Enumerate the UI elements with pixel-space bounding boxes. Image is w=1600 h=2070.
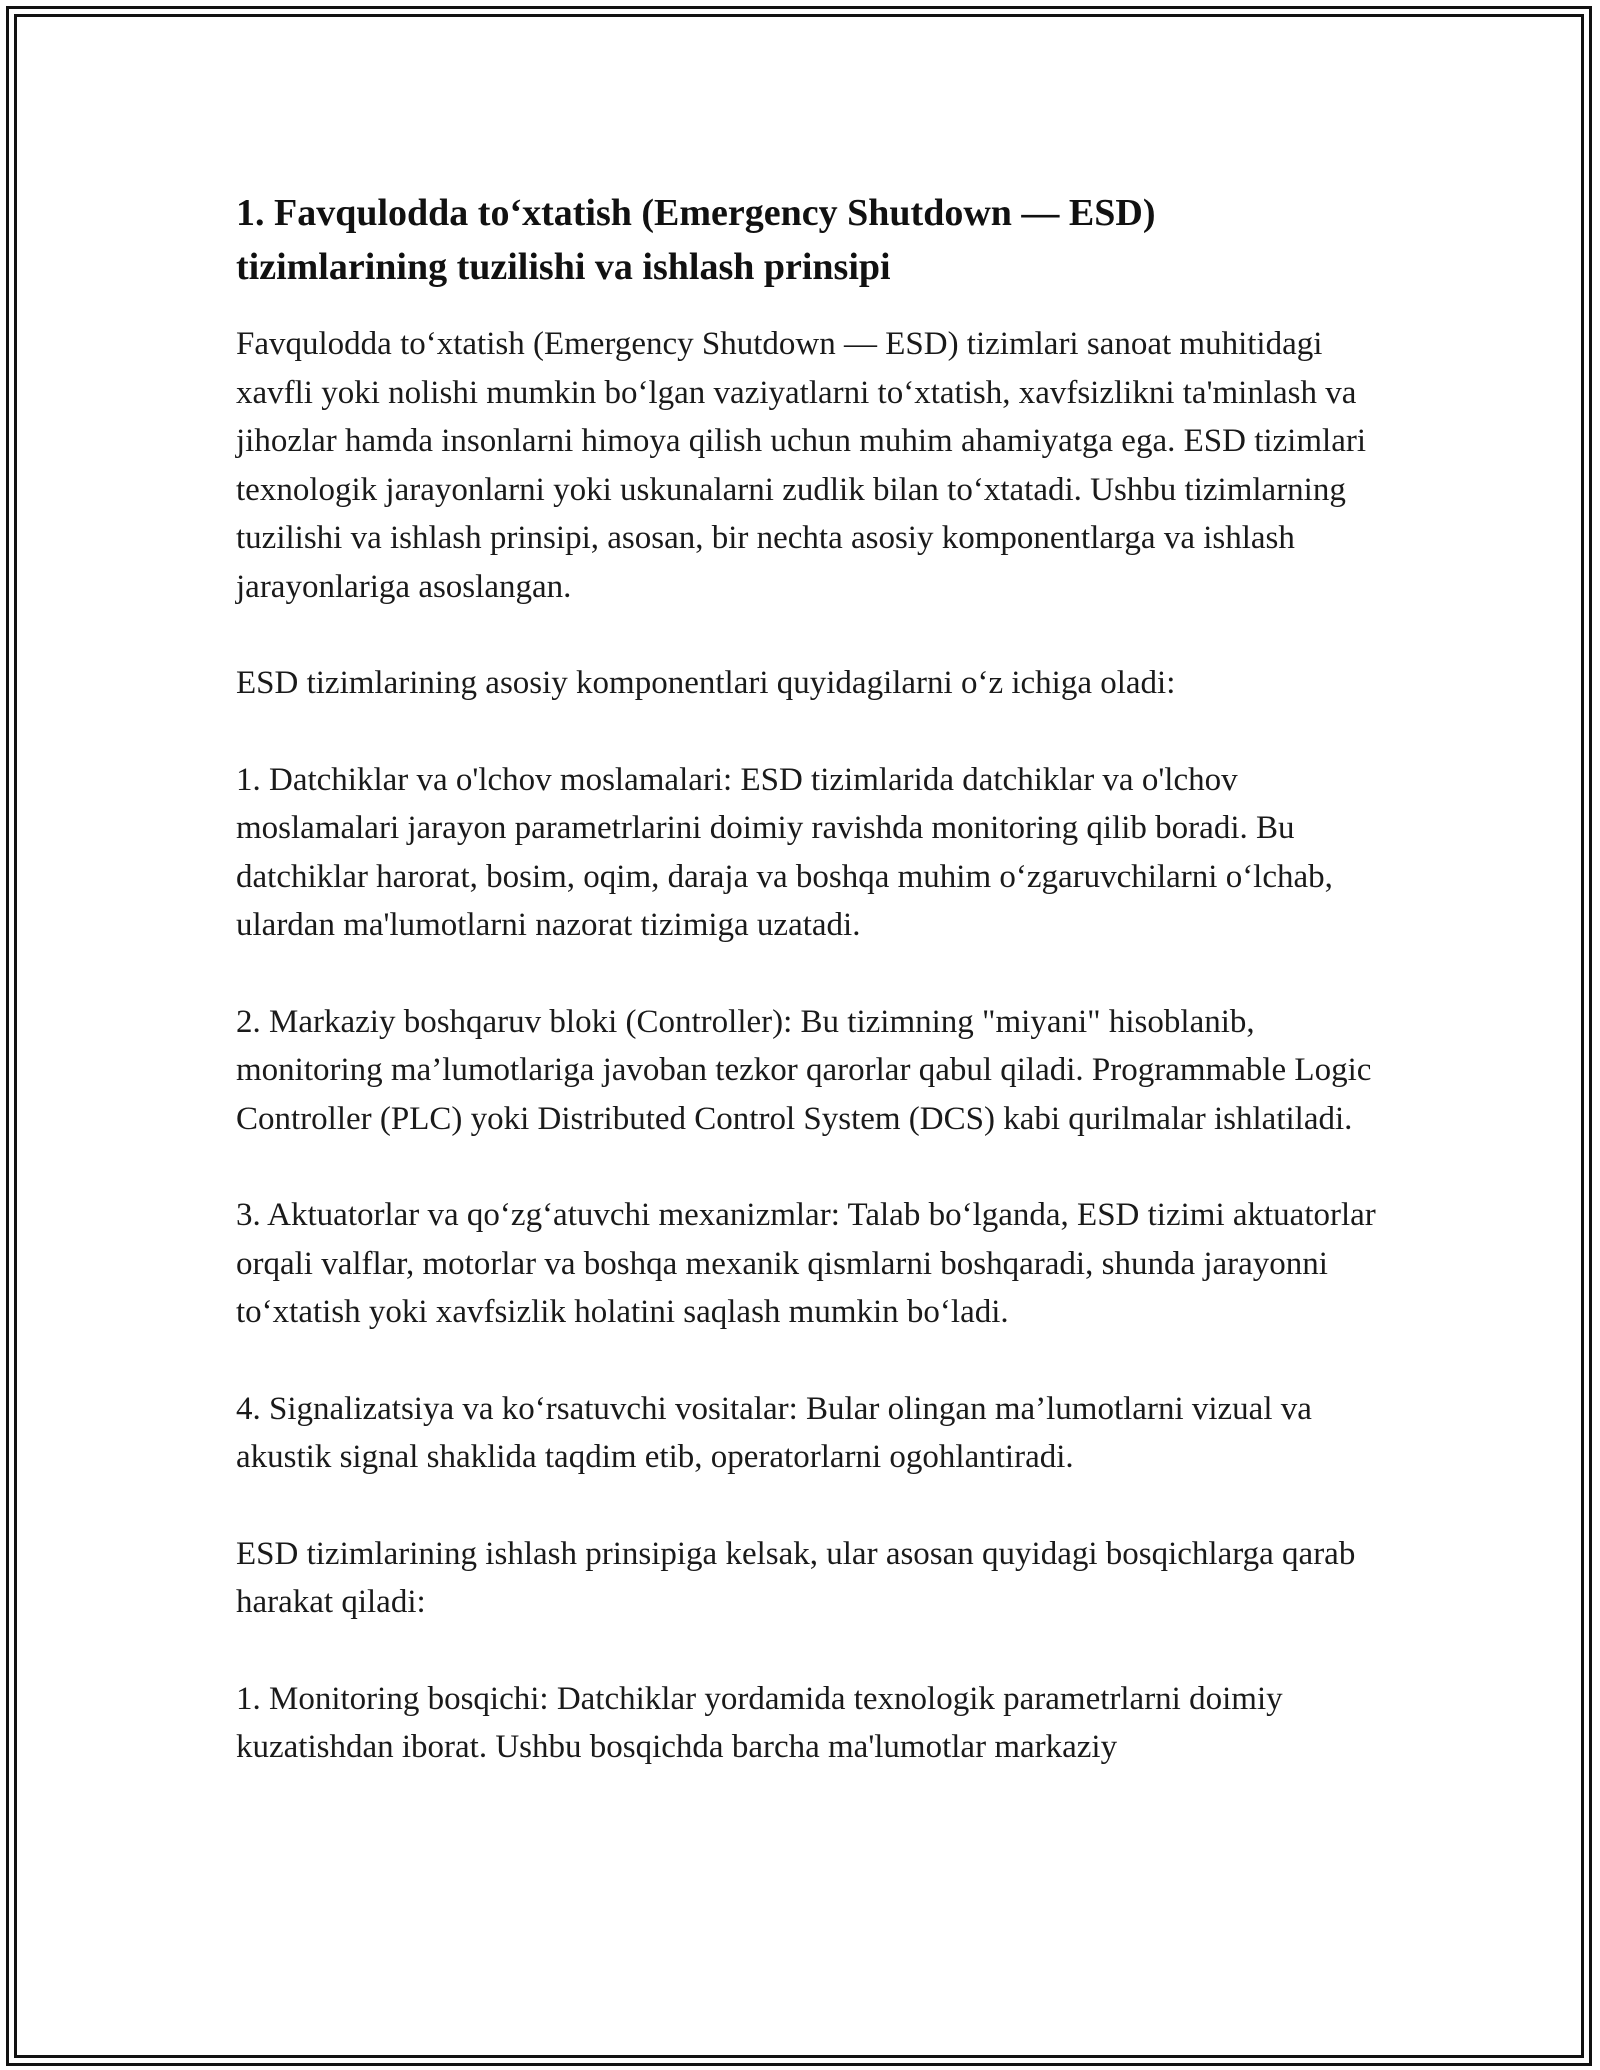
stage-monitoring-paragraph: 1. Monitoring bosqichi: Datchiklar yordamida texnologik parametrlarni doimiy kuzatishdan iborat. Ushbu bosqichda barcha ma'lumotlar markaziy bbox=[236, 1680, 1283, 1765]
component-controller-paragraph: 2. Markaziy boshqaruv bloki (Controller): Bu tizimning "miyani" hisoblanib, monitoring ma’lumotlariga javoban tezkor qarorlar qabul qiladi. Programmable Logic Controller (PLC) yoki Distributed Control System (DCS) kabi qurilmalar ishlatiladi. bbox=[236, 1003, 1372, 1137]
component-sensors-paragraph: 1. Datchiklar va o'lchov moslamalari: ESD tizimlarida datchiklar va o'lchov moslamalari jarayon parametrlarini doimiy ravishda monitoring qilib boradi. Bu datchiklar harorat, bosim, oqim, daraja va boshqa muhim o‘zgaruvchilarni o‘lchab, ulardan ma'lumotlarni nazorat tizimiga uzatadi. bbox=[236, 761, 1333, 943]
principle-intro-paragraph: ESD tizimlarining ishlash prinsipiga kelsak, ular asosan quyidagi bosqichlarga qarab harakat qiladi: bbox=[236, 1535, 1356, 1620]
document-body bbox=[236, 186, 1386, 1772]
document-title-line-2: tizimlarining tuzilishi va ishlash prinsipi bbox=[236, 246, 891, 288]
document-title bbox=[236, 186, 1386, 294]
document-title-line-1: 1. Favqulodda to‘xtatish (Emergency Shutdown — ESD) bbox=[236, 192, 1156, 234]
intro-paragraph: Favqulodda to‘xtatish (Emergency Shutdown — ESD) tizimlari sanoat muhitidagi xavfli yoki nolishi mumkin bo‘lgan vaziyatlarni to‘xtatish, xavfsizlikni ta'minlash va jihozlar hamda insonlarni himoya qilish uchun muhim ahamiyatga ega. ESD tizimlari texnologik jarayonlarni yoki uskunalarni zudlik bilan to‘xtatadi. Ushbu tizimlarning tuzilishi va ishlash prinsipi, asosan, bir nechta asosiy komponentlarga va ishlash jarayonlariga asoslangan. bbox=[236, 326, 1366, 605]
components-intro-paragraph: ESD tizimlarining asosiy komponentlari quyidagilarni o‘z ichiga oladi: bbox=[236, 665, 1176, 701]
component-signaling-paragraph: 4. Signalizatsiya va ko‘rsatuvchi vositalar: Bular olingan ma’lumotlarni vizual va akustik signal shaklida taqdim etib, operatorlarni ogohlantiradi. bbox=[236, 1390, 1312, 1475]
component-actuators-paragraph: 3. Aktuatorlar va qo‘zg‘atuvchi mexanizmlar: Talab bo‘lganda, ESD tizimi aktuatorlar orqali valflar, motorlar va boshqa mexanik qismlarni boshqaradi, shunda jarayonni to‘xtatish yoki xavfsizlik holatini saqlash mumkin bo‘ladi. bbox=[236, 1197, 1376, 1330]
